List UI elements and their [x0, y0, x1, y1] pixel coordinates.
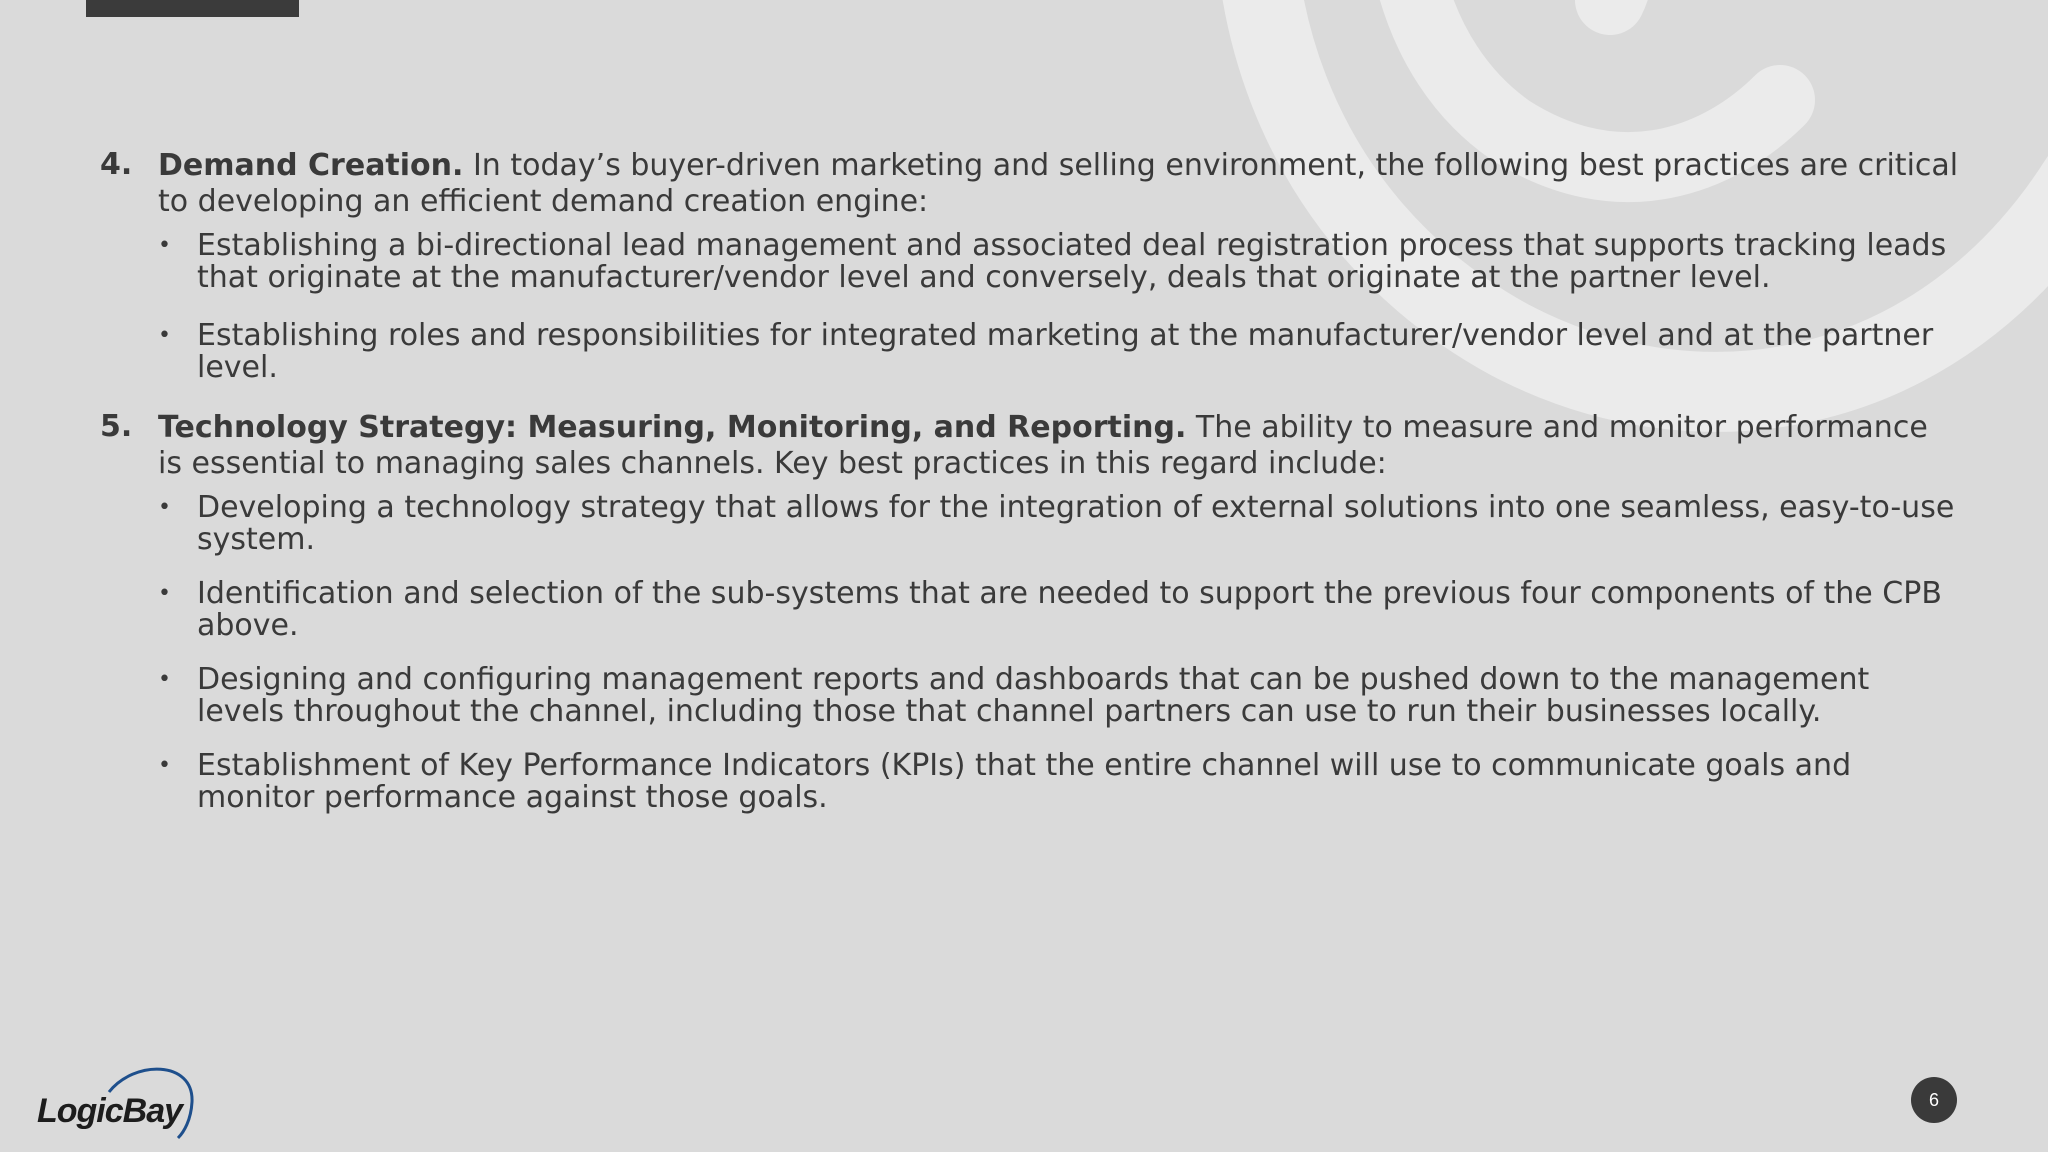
section-intro-text: The ability to measure and monitor performance is essential to managing sales channels. Key best practices in this regard include: — [158, 410, 1928, 481]
logicbay-logo — [34, 1062, 204, 1142]
section-number: 5. — [100, 409, 133, 444]
section-paragraph — [158, 410, 1960, 482]
bullet-icon: • — [158, 667, 171, 692]
bullet-icon: • — [158, 753, 171, 778]
list-item-text: Establishing roles and responsibilities for integrated marketing at the manufacturer/vendor level and at the partner level. — [197, 318, 1934, 385]
list-item — [158, 750, 1960, 814]
section-technology-strategy — [100, 410, 1960, 814]
section-intro-text: In today’s buyer-driven marketing and selling environment, the following best practices are critical to developing an efficient demand creation engine: — [158, 148, 1959, 219]
list-item-text: Establishment of Key Performance Indicators (KPIs) that the entire channel will use to communicate goals and monitor performance against those goals. — [197, 748, 1852, 815]
section-demand-creation — [100, 148, 1960, 384]
bullet-icon: • — [158, 581, 171, 606]
list-item — [158, 664, 1960, 728]
bullet-icon: • — [158, 233, 171, 258]
section-number: 4. — [100, 147, 133, 182]
section-heading: Technology Strategy: Measuring, Monitoring, and Reporting. — [158, 410, 1187, 445]
slide-body — [100, 148, 1960, 836]
bullet-list — [158, 230, 1960, 384]
bullet-list — [158, 492, 1960, 814]
bullet-icon: • — [158, 323, 171, 348]
list-item — [158, 230, 1960, 294]
list-item — [158, 492, 1960, 556]
header-accent-bar — [86, 0, 299, 17]
list-item-text: Establishing a bi-directional lead management and associated deal registration process that supports tracking leads that originate at the manufacturer/vendor level and conversely, deals that originate at the partner level. — [197, 228, 1947, 295]
list-item-text: Designing and configuring management reports and dashboards that can be pushed down to the management levels throughout the channel, including those that channel partners can use to run their businesses locally. — [197, 662, 1870, 729]
page-number-badge: 6 — [1911, 1077, 1957, 1123]
logo-wordmark: LogicBay — [37, 1092, 183, 1130]
section-paragraph — [158, 148, 1960, 220]
list-item — [158, 320, 1960, 384]
list-item-text: Identification and selection of the sub-systems that are needed to support the previous four components of the CPB above. — [197, 576, 1942, 643]
list-item-text: Developing a technology strategy that allows for the integration of external solutions into one seamless, easy-to-use system. — [197, 490, 1955, 557]
bullet-icon: • — [158, 495, 171, 520]
section-heading: Demand Creation. — [158, 148, 464, 183]
list-item — [158, 578, 1960, 642]
